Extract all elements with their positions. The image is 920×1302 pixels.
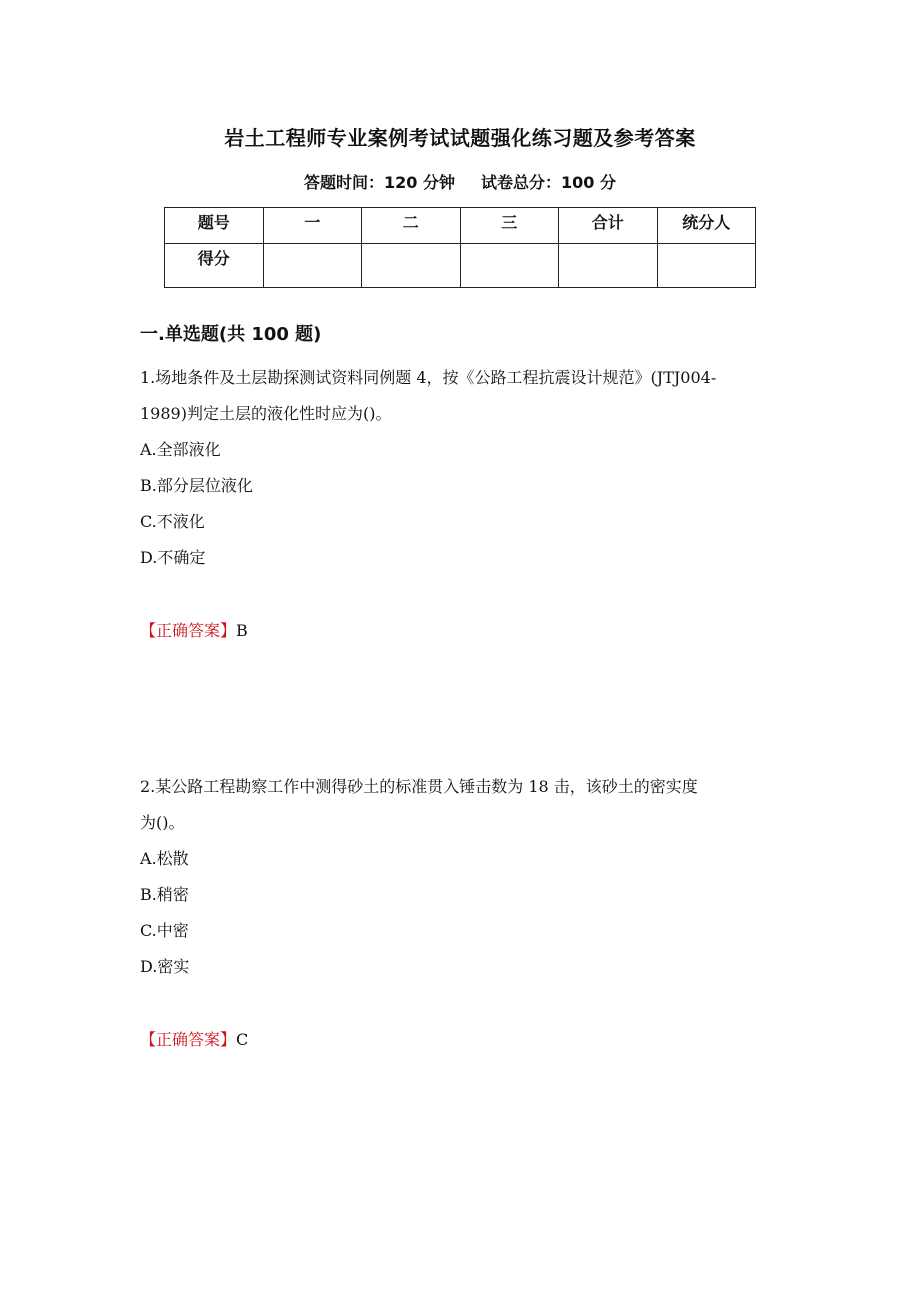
- score-table-row-label: 得分: [165, 244, 264, 288]
- exam-total-score: 试卷总分：100 分: [481, 173, 616, 192]
- score-table-header-cell: 二: [362, 208, 461, 244]
- question-stem: 2.某公路工程勘察工作中测得砂土的标准贯入锤击数为 18 击，该砂土的密实度: [140, 777, 698, 796]
- option-b: B.部分层位液化: [140, 476, 253, 495]
- score-table-header-cell: 题号: [165, 208, 264, 244]
- question-stem: 1.场地条件及土层勘探测试资料同例题 4，按《公路工程抗震设计规范》(JTJ004-: [140, 368, 717, 387]
- answer-value: B: [236, 621, 248, 640]
- score-table-header-cell: 合计: [559, 208, 658, 244]
- score-cell: [263, 244, 362, 288]
- option-a: A.全部液化: [140, 440, 221, 459]
- section-title: 一.单选题(共 100 题): [140, 324, 322, 345]
- option-d: D.不确定: [140, 548, 206, 567]
- score-table-header-cell: 三: [460, 208, 559, 244]
- score-table-header-cell: 统分人: [657, 208, 756, 244]
- score-cell: [559, 244, 658, 288]
- score-cell: [460, 244, 559, 288]
- score-table-score-row: [165, 244, 756, 288]
- answer-1: [140, 619, 248, 643]
- answer-2: [140, 1028, 248, 1052]
- question-stem: 1989)判定土层的液化性时应为()。: [140, 404, 392, 423]
- question-2: [140, 769, 790, 985]
- question-1: [140, 360, 790, 576]
- option-c: C.中密: [140, 921, 189, 940]
- exam-time: 答题时间：120 分钟: [304, 173, 455, 192]
- page-title: 岩土工程师专业案例考试试题强化练习题及参考答案: [224, 126, 696, 150]
- option-b: B.稍密: [140, 885, 189, 904]
- score-table-header-row: [165, 208, 756, 244]
- exam-meta: [0, 170, 920, 193]
- answer-value: C: [236, 1030, 249, 1049]
- option-c: C.不液化: [140, 512, 205, 531]
- answer-label: 【正确答案】: [140, 621, 237, 640]
- option-d: D.密实: [140, 957, 190, 976]
- score-cell: [657, 244, 756, 288]
- option-a: A.松散: [140, 849, 189, 868]
- score-cell: [362, 244, 461, 288]
- answer-label: 【正确答案】: [140, 1030, 237, 1049]
- score-table: [164, 207, 756, 288]
- score-table-header-cell: 一: [263, 208, 362, 244]
- question-stem: 为()。: [140, 813, 185, 832]
